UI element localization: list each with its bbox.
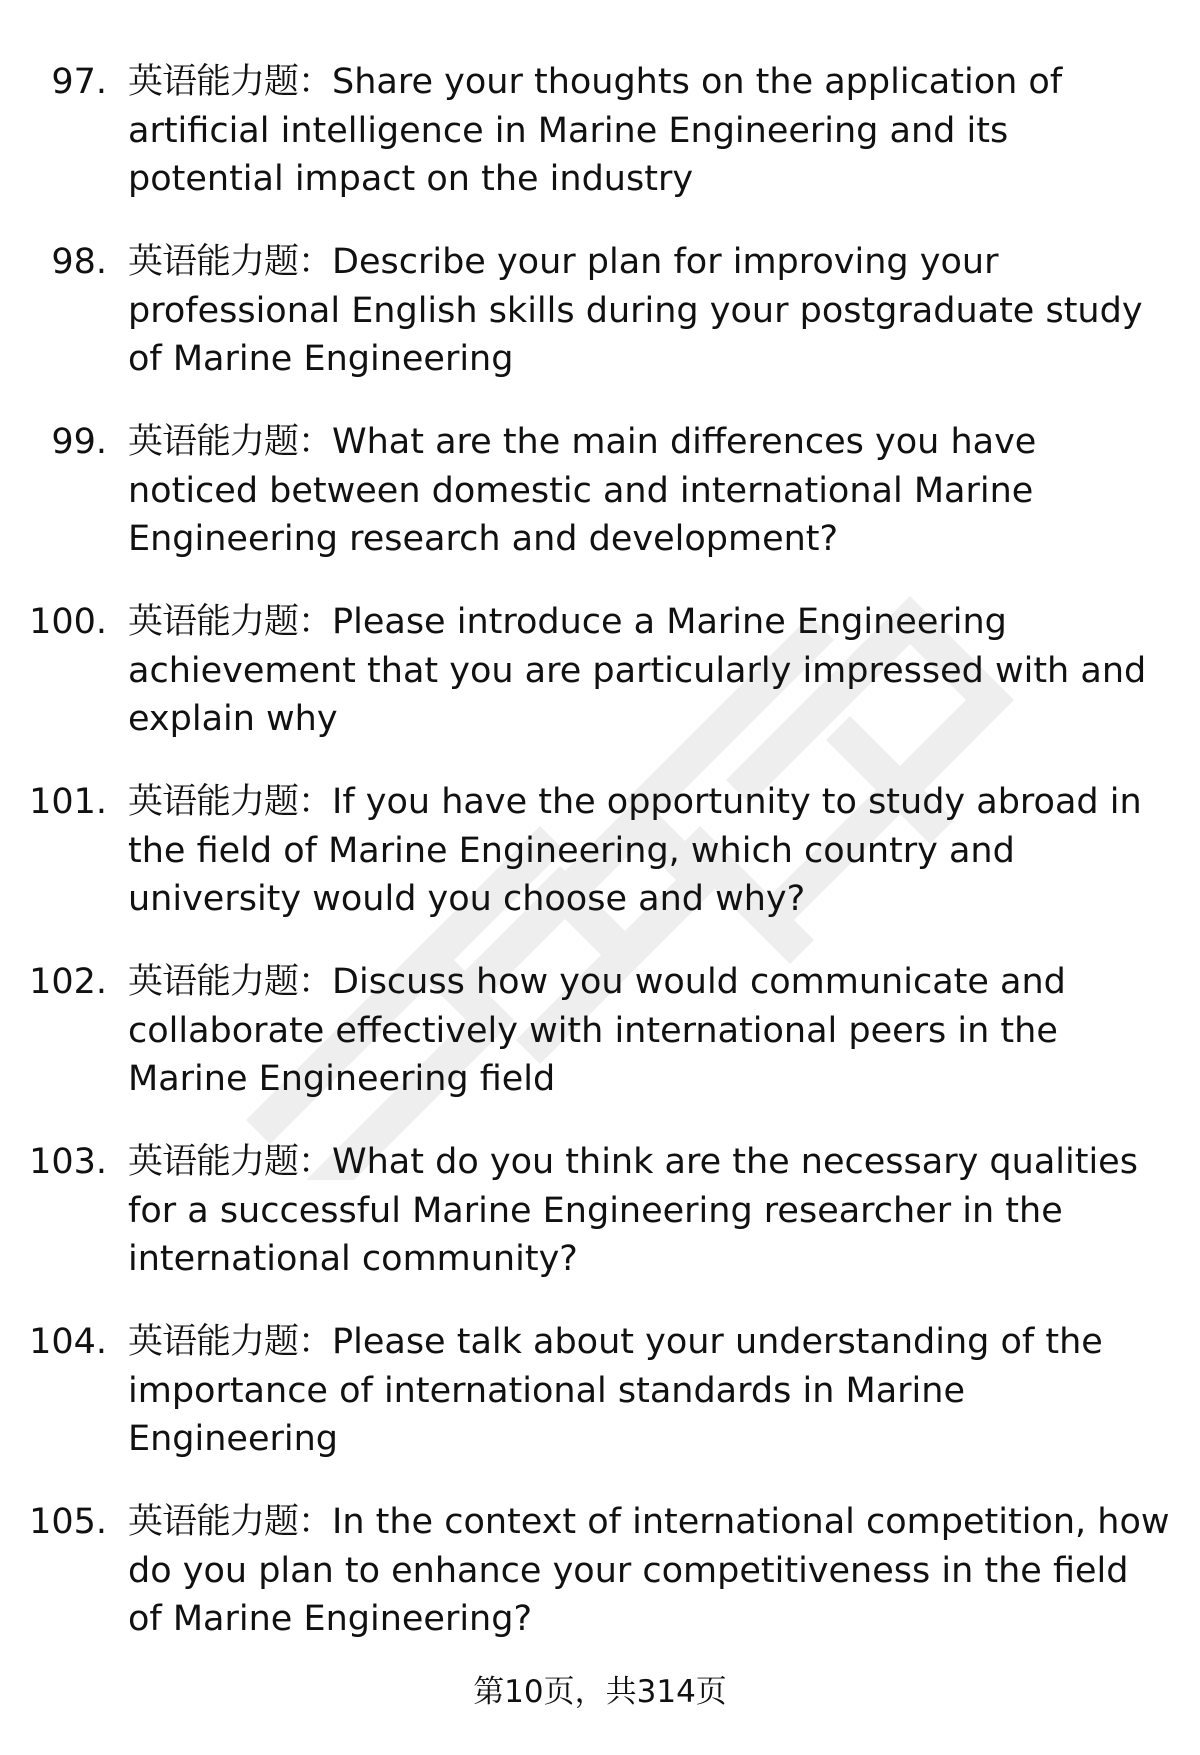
question-body	[128, 598, 1173, 744]
question-body	[128, 418, 1173, 564]
question-body	[128, 778, 1173, 924]
question-category: 英语能力题：	[128, 1142, 333, 1182]
question-text: If you have the opportunity to study abroad in the field of Marine Engineering, which country and university would you choose and why?	[128, 782, 1142, 919]
question-item	[0, 778, 1200, 958]
question-category: 英语能力题：	[128, 242, 333, 282]
question-category: 英语能力题：	[128, 962, 333, 1002]
question-item	[0, 1498, 1200, 1678]
question-category: 英语能力题：	[128, 1322, 333, 1362]
question-number: 103.	[29, 1142, 107, 1182]
question-body	[128, 58, 1173, 204]
question-number: 102.	[29, 962, 107, 1002]
page-footer: 第10页，共314页	[473, 1674, 727, 1710]
question-item	[0, 58, 1200, 238]
question-category: 英语能力题：	[128, 62, 333, 102]
question-text: Please introduce a Marine Engineering achievement that you are particularly impressed with and explain why	[128, 602, 1147, 739]
question-number: 105.	[29, 1502, 107, 1542]
question-text: What are the main differences you have noticed between domestic and international Marine Engineering research and development?	[128, 422, 1037, 559]
question-item	[0, 238, 1200, 418]
question-item	[0, 1138, 1200, 1318]
question-number: 97.	[51, 62, 107, 102]
question-number: 104.	[29, 1322, 107, 1362]
question-text: Describe your plan for improving your professional English skills during your postgraduate study of Marine Engineering	[128, 242, 1143, 379]
question-item	[0, 1318, 1200, 1498]
question-category: 英语能力题：	[128, 1502, 333, 1542]
question-body	[128, 1138, 1173, 1284]
question-list	[0, 58, 1200, 1678]
question-body	[128, 238, 1173, 384]
question-text: Discuss how you would communicate and collaborate effectively with international peers in the Marine Engineering field	[128, 962, 1066, 1099]
question-body	[128, 1498, 1173, 1644]
question-item	[0, 418, 1200, 598]
question-item	[0, 598, 1200, 778]
question-number: 100.	[29, 602, 107, 642]
question-text: Please talk about your understanding of the importance of international standards in Marine Engineering	[128, 1322, 1103, 1459]
question-text: Share your thoughts on the application of artificial intelligence in Marine Engineering and its potential impact on the industry	[128, 62, 1063, 199]
question-number: 101.	[29, 782, 107, 822]
question-text: In the context of international competition, how do you plan to enhance your competitiveness in the field of Marine Engineering?	[128, 1502, 1170, 1639]
question-number: 98.	[51, 242, 107, 282]
question-text: What do you think are the necessary qualities for a successful Marine Engineering researcher in the international community?	[128, 1142, 1138, 1279]
question-category: 英语能力题：	[128, 782, 333, 822]
question-body	[128, 1318, 1173, 1464]
question-number: 99.	[51, 422, 107, 462]
question-category: 英语能力题：	[128, 602, 333, 642]
question-body	[128, 958, 1173, 1104]
question-item	[0, 958, 1200, 1138]
question-category: 英语能力题：	[128, 422, 333, 462]
